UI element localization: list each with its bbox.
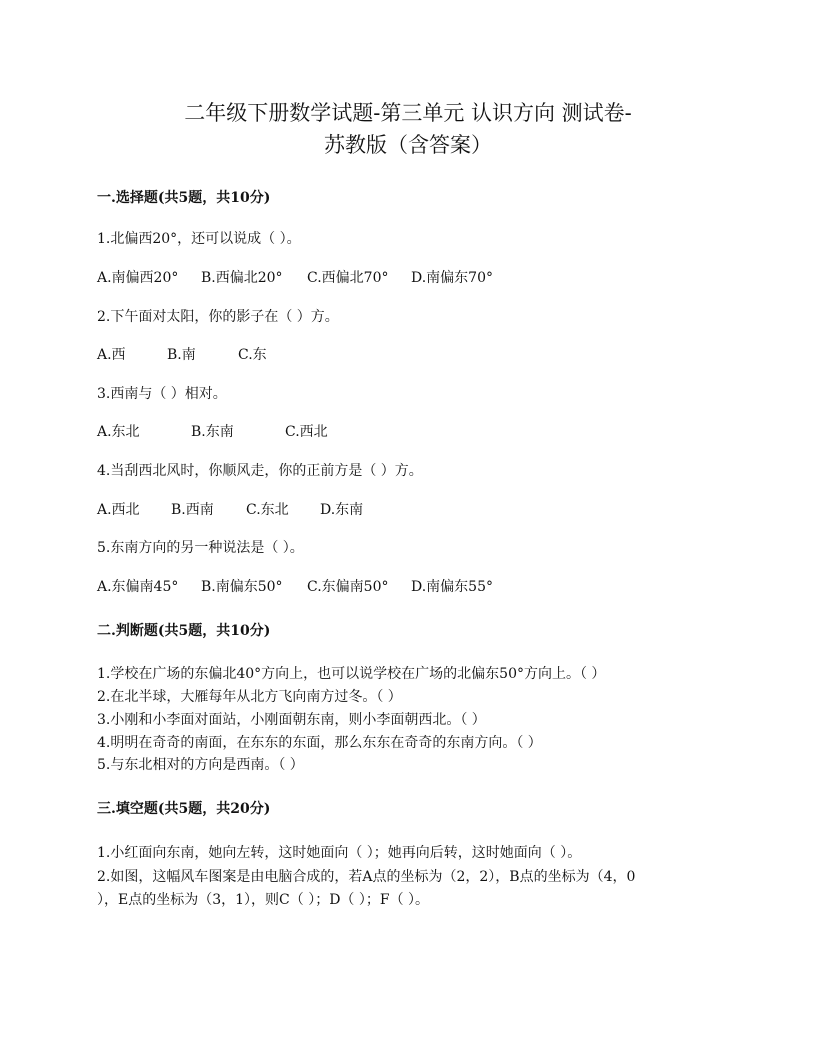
option-b: B.东南 — [191, 424, 234, 440]
section-heading-judgement: 二.判断题(共5题，共10分) — [97, 623, 271, 639]
option-b: B.西偏北20° — [201, 270, 283, 286]
option-a: A.西 — [97, 347, 126, 363]
question-4-options — [97, 501, 363, 519]
question-3-options — [97, 423, 328, 441]
option-c: C.东 — [238, 347, 267, 363]
option-c: C.东偏南50° — [307, 579, 389, 595]
option-a: A.西北 — [97, 502, 140, 518]
fill-blank-1: 1.小红面向东南，她向左转，这时她面向（ ）；她再向后转，这时她面向（ ）。 — [97, 845, 582, 861]
option-d: D.东南 — [320, 502, 364, 518]
section-heading-fill-blank: 三.填空题(共5题，共20分) — [97, 801, 271, 817]
option-a: A.东北 — [97, 424, 140, 440]
option-b: B.西南 — [171, 502, 214, 518]
option-b: B.南 — [167, 347, 196, 363]
option-a: A.南偏西20° — [97, 270, 179, 286]
option-c: C.东北 — [246, 502, 289, 518]
option-c: C.西偏北70° — [307, 270, 389, 286]
judgement-1: 1.学校在广场的东偏北40°方向上，也可以说学校在广场的北偏东50°方向上。（ ） — [97, 666, 606, 682]
question-2: 2.下午面对太阳，你的影子在（ ）方。 — [97, 309, 339, 325]
judgement-4: 4.明明在奇奇的南面，在东东的东面，那么东东在奇奇的东南方向。（ ） — [97, 735, 542, 751]
option-d: D.南偏东55° — [411, 579, 493, 595]
document-title-line-1: 二年级下册数学试题-第三单元 认识方向 测试卷- — [184, 101, 632, 125]
section-heading-choice: 一.选择题(共5题，共10分) — [97, 190, 271, 206]
judgement-2: 2.在北半球，大雁每年从北方飞向南方过冬。（ ） — [97, 689, 402, 705]
question-5-options — [97, 578, 493, 596]
judgement-3: 3.小刚和小李面对面站，小刚面朝东南，则小李面朝西北。（ ） — [97, 712, 486, 728]
fill-blank-2-line-1: 2.如图，这幅风车图案是由电脑合成的，若A点的坐标为（2，2），B点的坐标为（4，0 — [97, 869, 636, 885]
option-b: B.南偏东50° — [201, 579, 283, 595]
option-d: D.南偏东70° — [411, 270, 493, 286]
question-1: 1.北偏西20°，还可以说成（ ）。 — [97, 231, 301, 247]
question-5: 5.东南方向的另一种说法是（ ）。 — [97, 540, 304, 556]
question-4: 4.当刮西北风时，你顺风走，你的正前方是（ ）方。 — [97, 463, 423, 479]
question-2-options — [97, 346, 267, 364]
fill-blank-2-line-2: ），E点的坐标为（3，1），则C（ ）；D（ ）；F（ ）。 — [97, 892, 430, 908]
option-c: C.西北 — [285, 424, 328, 440]
question-3: 3.西南与（ ）相对。 — [97, 386, 227, 402]
option-a: A.东偏南45° — [97, 579, 179, 595]
question-1-options — [97, 269, 493, 287]
judgement-5: 5.与东北相对的方向是西南。（ ） — [97, 757, 304, 773]
document-title-line-2: 苏教版（含答案） — [324, 133, 492, 157]
